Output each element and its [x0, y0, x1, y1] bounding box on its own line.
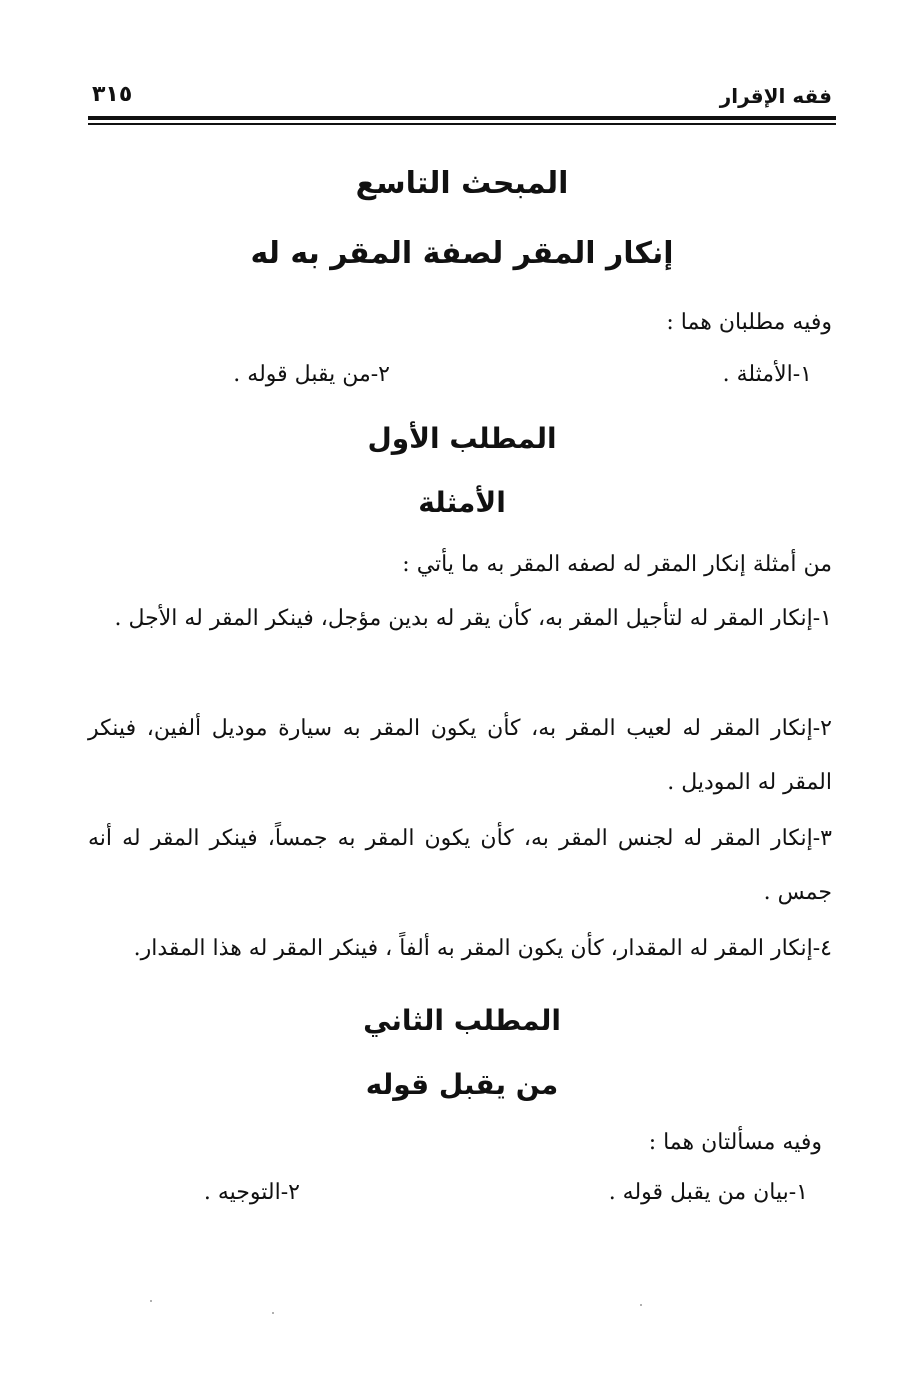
running-header — [92, 82, 832, 116]
matlab1-subheading: الأمثلة — [418, 486, 506, 519]
example-4: ٤-إنكار المقر له المقدار، كأن يكون المقر به ألفاً ، فينكر المقر له هذا المقدار. — [133, 936, 832, 961]
matlab2-heading: المطلب الثاني — [363, 1004, 561, 1037]
header-rule-thick — [88, 116, 836, 120]
section-subheading: إنكار المقر لصفة المقر به له — [250, 236, 674, 271]
section-heading: المبحث التاسع — [355, 166, 569, 201]
matlab1-intro: من أمثلة إنكار المقر له لصفه المقر به ما يأتي : — [402, 552, 832, 577]
header-rule-thin — [88, 123, 836, 125]
example-2: ٢-إنكار المقر له لعيب المقر به، كأن يكون المقر به سيارة موديل ألفين، فينكر المقر له الموديل . — [88, 716, 832, 795]
example-1: ١-إنكار المقر له لتأجيل المقر به، كأن يقر له بدين مؤجل، فينكر المقر له الأجل . — [114, 606, 832, 631]
matlab2-subheading: من يقبل قوله — [365, 1068, 559, 1101]
matlab2-intro: وفيه مسألتان هما : — [648, 1130, 822, 1155]
scan-speck — [150, 1300, 152, 1302]
matlab2-item-2: ٢-التوجيه . — [203, 1180, 300, 1205]
scan-speck — [640, 1304, 642, 1306]
scan-speck — [272, 1312, 274, 1314]
section-item-1: ١-الأمثلة . — [722, 362, 812, 387]
section-intro: وفيه مطلبان هما : — [666, 310, 832, 335]
matlab2-item-1: ١-بيان من يقبل قوله . — [608, 1180, 808, 1205]
example-3: ٣-إنكار المقر له لجنس المقر به، كأن يكون المقر به جمساً، فينكر المقر له أنه جمس . — [88, 826, 832, 905]
book-title: فقه الإقرار — [719, 84, 832, 108]
page-number: ٣١٥ — [92, 82, 133, 107]
matlab1-heading: المطلب الأول — [367, 422, 557, 455]
section-item-2: ٢-من يقبل قوله . — [233, 362, 390, 387]
